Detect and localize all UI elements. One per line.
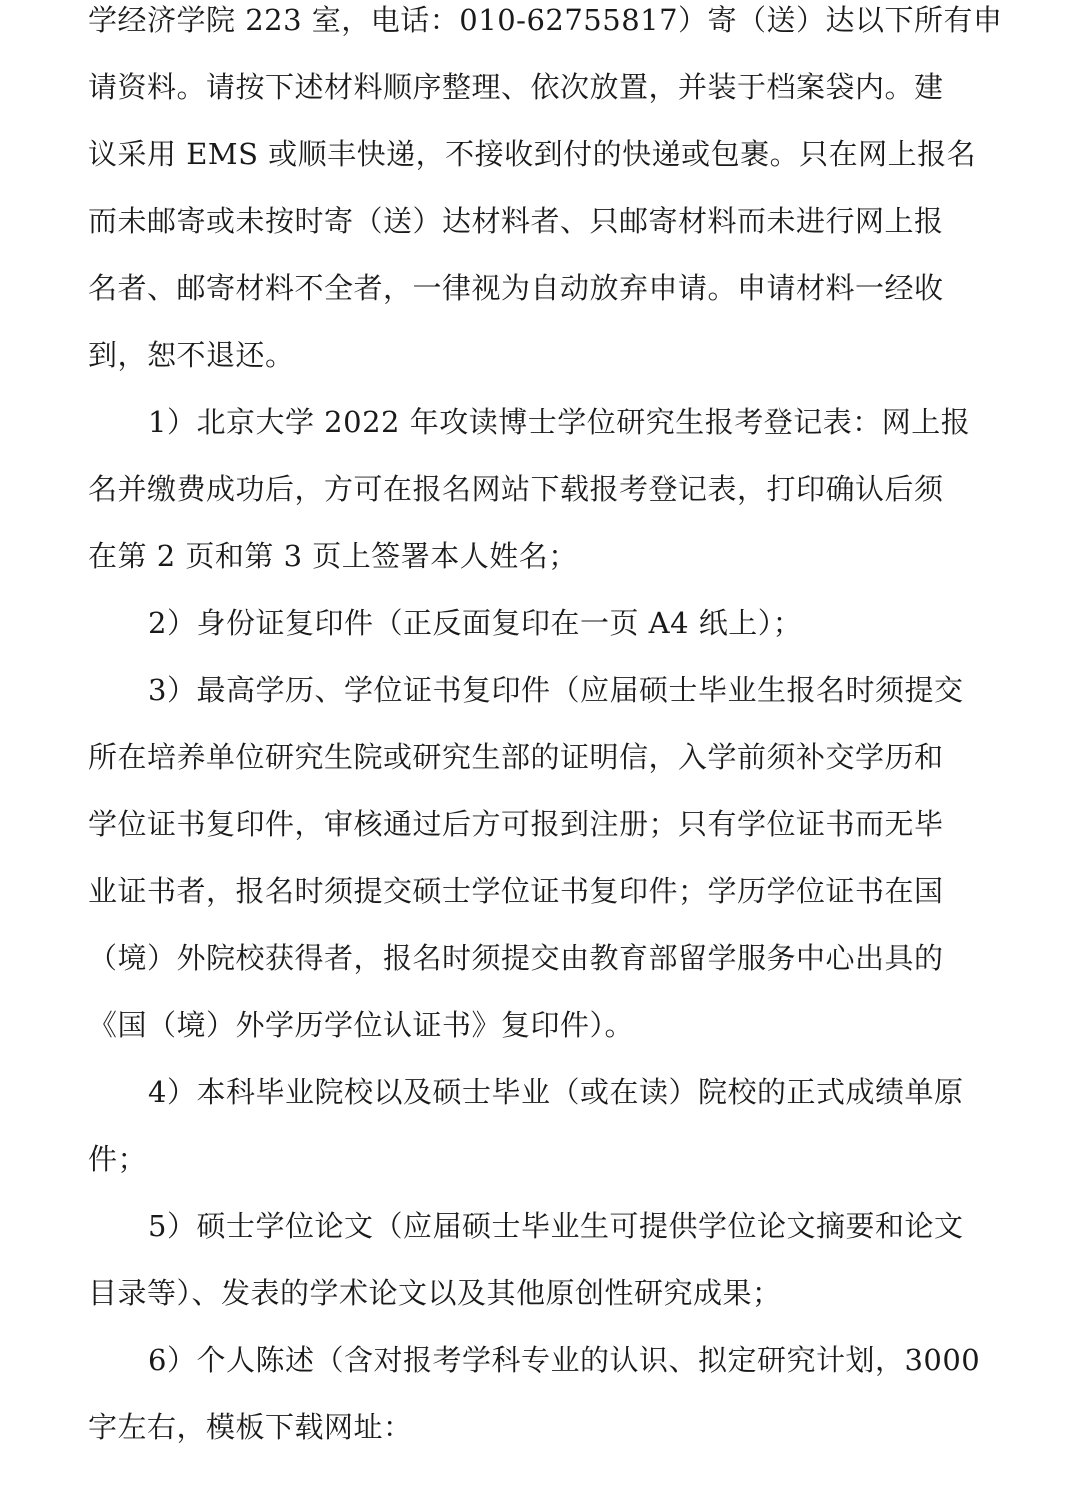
text-line: 议采用 EMS 或顺丰快递，不接收到付的快递或包裹。只在网上报名 xyxy=(88,137,977,171)
text-line: 5）硕士学位论文（应届硕士毕业生可提供学位论文摘要和论文 xyxy=(148,1209,964,1243)
text-line: 件； xyxy=(88,1142,148,1176)
text-line: 请资料。请按下述材料顺序整理、依次放置，并装于档案袋内。建 xyxy=(88,70,944,104)
text-line: （境）外院校获得者，报名时须提交由教育部留学服务中心出具的 xyxy=(88,941,944,975)
text-line: 目录等）、发表的学术论文以及其他原创性研究成果； xyxy=(88,1276,782,1310)
text-line: 6）个人陈述（含对报考学科专业的认识、拟定研究计划，3000 xyxy=(148,1343,981,1377)
text-line: 4）本科毕业院校以及硕士毕业（或在读）院校的正式成绩单原 xyxy=(148,1075,964,1109)
text-line: 所在培养单位研究生院或研究生部的证明信，入学前须补交学历和 xyxy=(88,740,944,774)
text-line: 而未邮寄或未按时寄（送）达材料者、只邮寄材料而未进行网上报 xyxy=(88,204,944,238)
text-line: 3）最高学历、学位证书复印件（应届硕士毕业生报名时须提交 xyxy=(148,673,964,707)
text-line: 学位证书复印件，审核通过后方可报到注册；只有学位证书而无毕 xyxy=(88,807,944,841)
text-line: 学经济学院 223 室，电话：010-62755817）寄（送）达以下所有申 xyxy=(88,3,1003,37)
text-line: 2）身份证复印件（正反面复印在一页 A4 纸上）； xyxy=(148,606,803,640)
text-line: 名者、邮寄材料不全者，一律视为自动放弃申请。申请材料一经收 xyxy=(88,271,944,305)
text-line: 《国（境）外学历学位认证书》复印件）。 xyxy=(88,1008,635,1042)
text-line: 到，恕不退还。 xyxy=(88,338,295,372)
text-line: 1）北京大学 2022 年攻读博士学位研究生报考登记表：网上报 xyxy=(148,405,971,439)
text-line: 字左右，模板下载网址： xyxy=(88,1410,413,1444)
text-line: 在第 2 页和第 3 页上签署本人姓名； xyxy=(88,539,578,573)
text-line: 名并缴费成功后，方可在报名网站下载报考登记表，打印确认后须 xyxy=(88,472,944,506)
text-line: 业证书者，报名时须提交硕士学位证书复印件；学历学位证书在国 xyxy=(88,874,944,908)
